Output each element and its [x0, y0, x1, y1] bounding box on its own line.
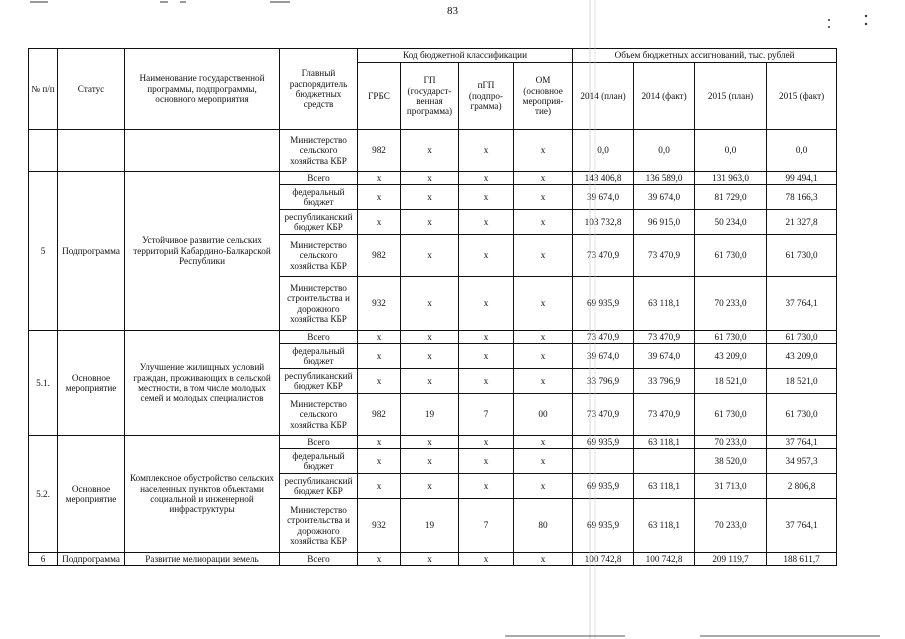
value-2014-plan: 39 674,0	[573, 185, 634, 210]
grbs-cell: x	[358, 185, 401, 210]
source-cell: республиканский бюджет КБР	[280, 474, 358, 499]
grbs-cell: 932	[358, 277, 401, 331]
om-cell: x	[514, 449, 573, 474]
source-cell: федеральный бюджет	[280, 449, 358, 474]
pgp-cell: x	[459, 369, 514, 394]
status-cell: Подпрограмма	[58, 553, 125, 566]
source-cell: Министерство строительства и дорожного хозяйства КБР	[280, 499, 358, 553]
grbs-cell: x	[358, 449, 401, 474]
value-2014-plan: 73 470,9	[573, 235, 634, 277]
value-2015-fact: 43 209,0	[767, 344, 837, 369]
gp-cell: x	[401, 172, 459, 185]
om-cell: x	[514, 235, 573, 277]
value-2015-plan: 50 234,0	[695, 210, 767, 235]
gp-cell: x	[401, 553, 459, 566]
source-cell: Министерство сельского хозяйства КБР	[280, 235, 358, 277]
pgp-cell: x	[459, 436, 514, 449]
source-cell: Всего	[280, 172, 358, 185]
table-row	[29, 130, 837, 172]
num-cell	[29, 130, 58, 172]
page-number: 83	[447, 5, 458, 17]
value-2014-fact: 0,0	[634, 130, 695, 172]
pgp-cell: x	[459, 172, 514, 185]
value-2014-plan: 73 470,9	[573, 331, 634, 344]
header-status: Статус	[58, 49, 125, 130]
pgp-cell: x	[459, 331, 514, 344]
gp-cell: x	[401, 235, 459, 277]
header-2014-fact: 2014 (факт)	[634, 63, 695, 130]
value-2014-plan: 69 935,9	[573, 436, 634, 449]
value-2015-plan: 18 521,0	[695, 369, 767, 394]
om-cell: x	[514, 210, 573, 235]
header-volume: Объем бюджетных ассигнований, тыс. рублей	[573, 49, 837, 63]
header-2014-plan: 2014 (план)	[573, 63, 634, 130]
om-cell: x	[514, 331, 573, 344]
value-2014-plan: 39 674,0	[573, 344, 634, 369]
value-2015-fact: 21 327,8	[767, 210, 837, 235]
num-cell: 5.2.	[29, 436, 58, 553]
grbs-cell: x	[358, 331, 401, 344]
status-cell: Основное мероприятие	[58, 436, 125, 553]
gp-cell: x	[401, 369, 459, 394]
name-cell: Развитие мелиорации земель	[125, 553, 280, 566]
pgp-cell: x	[459, 277, 514, 331]
value-2014-fact: 63 118,1	[634, 277, 695, 331]
value-2014-fact: 100 742,8	[634, 553, 695, 566]
header-2015-fact: 2015 (факт)	[767, 63, 837, 130]
value-2015-plan: 38 520,0	[695, 449, 767, 474]
name-cell: Улучшение жилищных условий граждан, проживающих в сельской местности, в том числе молодых семей и молодых специалистов	[125, 331, 280, 436]
value-2015-plan: 0,0	[695, 130, 767, 172]
gp-cell: x	[401, 277, 459, 331]
name-cell	[125, 130, 280, 172]
grbs-cell: x	[358, 553, 401, 566]
pgp-cell: x	[459, 130, 514, 172]
value-2014-plan: 69 935,9	[573, 474, 634, 499]
value-2015-fact: 37 764,1	[767, 436, 837, 449]
name-cell: Устойчивое развитие сельских территорий Кабардино-Балкарской Республики	[125, 172, 280, 331]
gp-cell: 19	[401, 394, 459, 436]
header-grbs: ГРБС	[358, 63, 401, 130]
value-2015-fact: 99 494,1	[767, 172, 837, 185]
value-2014-plan: 69 935,9	[573, 277, 634, 331]
pgp-cell: x	[459, 185, 514, 210]
budget-table	[28, 48, 837, 566]
pgp-cell: x	[459, 210, 514, 235]
gp-cell: x	[401, 344, 459, 369]
value-2015-fact: 61 730,0	[767, 331, 837, 344]
value-2015-plan: 209 119,7	[695, 553, 767, 566]
value-2014-plan: 69 935,9	[573, 499, 634, 553]
value-2015-fact: 37 764,1	[767, 499, 837, 553]
header-kbk: Код бюджетной классификации	[358, 49, 573, 63]
om-cell: x	[514, 436, 573, 449]
om-cell: 00	[514, 394, 573, 436]
grbs-cell: 932	[358, 499, 401, 553]
value-2015-fact: 37 764,1	[767, 277, 837, 331]
gp-cell: x	[401, 474, 459, 499]
value-2014-fact	[634, 449, 695, 474]
value-2014-fact: 39 674,0	[634, 185, 695, 210]
gp-cell: 19	[401, 499, 459, 553]
value-2014-fact: 63 118,1	[634, 436, 695, 449]
source-cell: Министерство сельского хозяйства КБР	[280, 130, 358, 172]
value-2014-fact: 63 118,1	[634, 474, 695, 499]
header-num: № п/п	[29, 49, 58, 130]
pgp-cell: x	[459, 235, 514, 277]
value-2014-fact: 33 796,9	[634, 369, 695, 394]
source-cell: федеральный бюджет	[280, 185, 358, 210]
value-2014-fact: 96 915,0	[634, 210, 695, 235]
value-2014-plan: 33 796,9	[573, 369, 634, 394]
table-row	[29, 553, 837, 566]
pgp-cell: x	[459, 474, 514, 499]
pgp-cell: 7	[459, 499, 514, 553]
value-2015-fact: 34 957,3	[767, 449, 837, 474]
header-om: ОМ (основное мероприя-тие)	[514, 63, 573, 130]
value-2015-plan: 70 233,0	[695, 436, 767, 449]
status-cell: Основное мероприятие	[58, 331, 125, 436]
value-2015-plan: 81 729,0	[695, 185, 767, 210]
source-cell: республиканский бюджет КБР	[280, 369, 358, 394]
value-2015-plan: 61 730,0	[695, 235, 767, 277]
num-cell: 5	[29, 172, 58, 331]
grbs-cell: x	[358, 369, 401, 394]
source-cell: Министерство строительства и дорожного хозяйства КБР	[280, 277, 358, 331]
gp-cell: x	[401, 210, 459, 235]
name-cell: Комплексное обустройство сельских населенных пунктов объектами социальной и инженерной инфраструктуры	[125, 436, 280, 553]
value-2015-fact: 2 806,8	[767, 474, 837, 499]
gp-cell: x	[401, 185, 459, 210]
om-cell: x	[514, 553, 573, 566]
header-name: Наименование государственной программы, подпрограммы, основного мероприятия	[125, 49, 280, 130]
gp-cell: x	[401, 331, 459, 344]
value-2015-plan: 61 730,0	[695, 331, 767, 344]
value-2014-plan: 143 406,8	[573, 172, 634, 185]
om-cell: x	[514, 172, 573, 185]
num-cell: 5.1.	[29, 331, 58, 436]
om-cell: 80	[514, 499, 573, 553]
header-pgp: пГП (подпро-грамма)	[459, 63, 514, 130]
grbs-cell: x	[358, 474, 401, 499]
value-2015-fact: 61 730,0	[767, 235, 837, 277]
header-2015-plan: 2015 (план)	[695, 63, 767, 130]
source-cell: Министерство сельского хозяйства КБР	[280, 394, 358, 436]
value-2015-plan: 131 963,0	[695, 172, 767, 185]
value-2015-plan: 70 233,0	[695, 277, 767, 331]
om-cell: x	[514, 130, 573, 172]
om-cell: x	[514, 185, 573, 210]
value-2015-fact: 0,0	[767, 130, 837, 172]
grbs-cell: x	[358, 436, 401, 449]
value-2015-fact: 78 166,3	[767, 185, 837, 210]
om-cell: x	[514, 369, 573, 394]
om-cell: x	[514, 344, 573, 369]
om-cell: x	[514, 277, 573, 331]
value-2014-fact: 73 470,9	[634, 235, 695, 277]
gp-cell: x	[401, 130, 459, 172]
gp-cell: x	[401, 436, 459, 449]
value-2015-fact: 18 521,0	[767, 369, 837, 394]
value-2014-fact: 39 674,0	[634, 344, 695, 369]
header-manager: Главный распорядитель бюджетных средств	[280, 49, 358, 130]
grbs-cell: x	[358, 210, 401, 235]
grbs-cell: 982	[358, 235, 401, 277]
header-row-1	[29, 49, 837, 63]
grbs-cell: 982	[358, 130, 401, 172]
source-cell: республиканский бюджет КБР	[280, 210, 358, 235]
grbs-cell: 982	[358, 394, 401, 436]
source-cell: Всего	[280, 553, 358, 566]
header-gp: ГП (государст-венная программа)	[401, 63, 459, 130]
om-cell: x	[514, 474, 573, 499]
grbs-cell: x	[358, 344, 401, 369]
pgp-cell: 7	[459, 394, 514, 436]
value-2014-fact: 136 589,0	[634, 172, 695, 185]
num-cell: 6	[29, 553, 58, 566]
source-cell: федеральный бюджет	[280, 344, 358, 369]
value-2014-plan: 100 742,8	[573, 553, 634, 566]
value-2014-plan: 103 732,8	[573, 210, 634, 235]
value-2014-fact: 63 118,1	[634, 499, 695, 553]
grbs-cell: x	[358, 172, 401, 185]
status-cell: Подпрограмма	[58, 172, 125, 331]
table-row	[29, 331, 837, 344]
table-row	[29, 172, 837, 185]
value-2015-plan: 43 209,0	[695, 344, 767, 369]
source-cell: Всего	[280, 331, 358, 344]
value-2015-plan: 61 730,0	[695, 394, 767, 436]
value-2014-plan: 0,0	[573, 130, 634, 172]
gp-cell: x	[401, 449, 459, 474]
value-2015-fact: 61 730,0	[767, 394, 837, 436]
pgp-cell: x	[459, 344, 514, 369]
pgp-cell: x	[459, 553, 514, 566]
value-2014-fact: 73 470,9	[634, 394, 695, 436]
value-2014-plan	[573, 449, 634, 474]
value-2015-fact: 188 611,7	[767, 553, 837, 566]
value-2014-fact: 73 470,9	[634, 331, 695, 344]
value-2015-plan: 70 233,0	[695, 499, 767, 553]
value-2014-plan: 73 470,9	[573, 394, 634, 436]
pgp-cell: x	[459, 449, 514, 474]
status-cell	[58, 130, 125, 172]
table-row	[29, 436, 837, 449]
value-2015-plan: 31 713,0	[695, 474, 767, 499]
source-cell: Всего	[280, 436, 358, 449]
